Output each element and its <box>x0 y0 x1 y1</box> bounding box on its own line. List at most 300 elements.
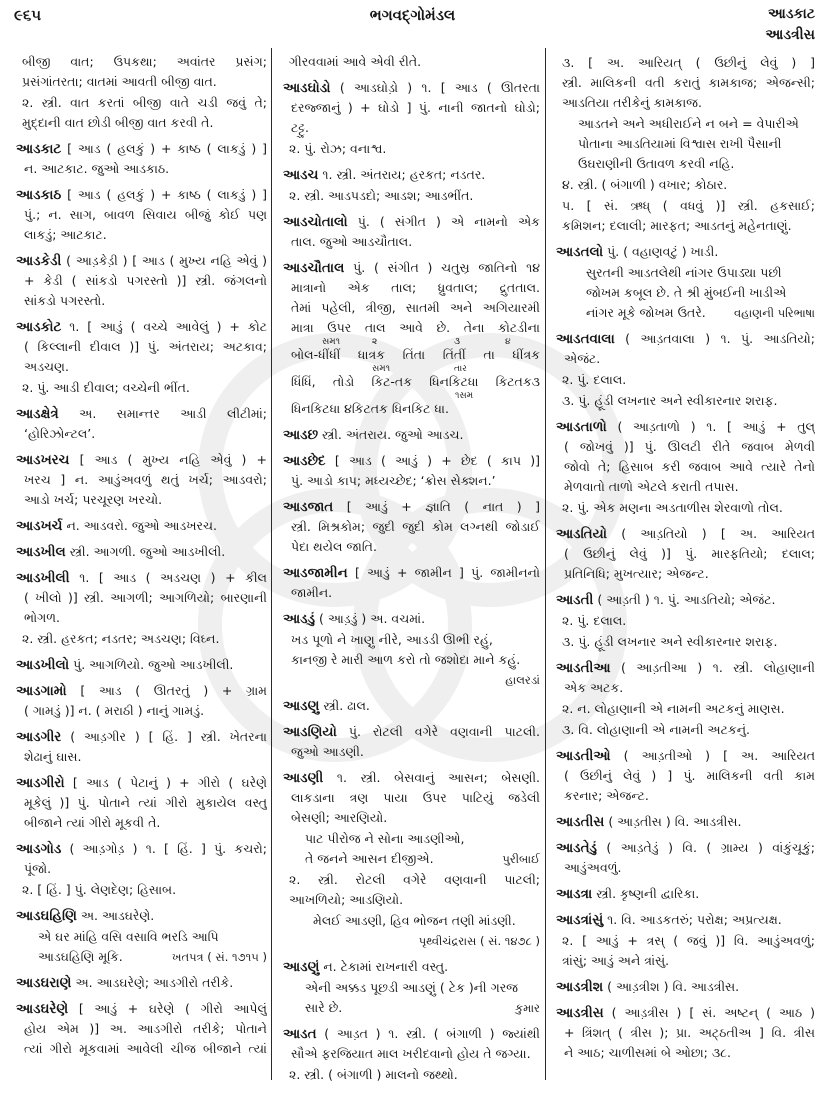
definition-text: પૂંજો. <box>24 861 52 876</box>
definition-text: જોખમ કબૂલ છે. તે શ્રી મુંબઈની ખાડીએ <box>586 285 787 300</box>
entry-line <box>283 78 540 98</box>
entry-line <box>562 498 815 518</box>
definition-text: ૨. ન. લોહાણાની એ નામની અટકનું માણસ. <box>562 701 785 716</box>
dictionary-entry <box>283 768 540 828</box>
entry-line <box>562 196 815 216</box>
headword: આડકાઠ <box>16 187 62 203</box>
line-text <box>291 374 540 389</box>
definition-text: ૧. વિ. આડકતરું; પરોક્ષ; અપ્રત્યક્ષ. <box>607 912 782 927</box>
definition-text: અ. આડઘરેણે; આડગીરો તરીકે. <box>75 975 234 990</box>
line-text <box>16 841 267 856</box>
line-text <box>24 273 267 288</box>
entry-line <box>556 437 815 457</box>
line-text <box>564 1025 815 1040</box>
dictionary-entry <box>556 884 815 904</box>
line-text <box>16 729 267 744</box>
entry-line <box>16 424 267 444</box>
definition-text: એજંટ. <box>564 351 601 366</box>
entry-sense <box>283 1065 540 1085</box>
entry-line <box>578 154 815 174</box>
definition-text: ૩. [ અ. આરિયત્ ( ઉછીનું લેવું ) ] <box>562 55 815 70</box>
line-text <box>24 426 95 441</box>
definition-text: ૨. [ આડું + ત્રસ્ ( જવું )] વિ. આડુંઅવળું; <box>562 933 815 948</box>
definition-text: સ્ત્રી. આગળી. જુઓ આડખીલી. <box>69 544 226 559</box>
dictionary-entry <box>16 450 267 510</box>
entry-line <box>586 283 815 303</box>
entry-line <box>38 927 267 947</box>
definition-text: ( આડ઼ત્રીશ ) વિ. આડત્રીસ. <box>607 979 740 994</box>
entry-line <box>289 52 540 72</box>
dictionary-entry <box>16 655 267 675</box>
entry-sense <box>556 632 815 652</box>
beat-marker: ૪ <box>505 337 511 347</box>
definition-text: આખળિયો; આડણિયો. <box>289 892 404 907</box>
line-text <box>556 886 699 901</box>
headword: આડડું <box>283 611 315 627</box>
headword: આડતી <box>556 592 594 608</box>
dictionary-entry <box>16 516 267 536</box>
entry-line <box>16 251 267 271</box>
entry-line <box>291 670 540 690</box>
entry-line <box>289 1065 540 1085</box>
dictionary-entry <box>16 139 267 179</box>
dictionary-entry <box>556 812 815 832</box>
definition-text: શેઢાનું ઘાસ. <box>24 749 82 764</box>
line-text <box>289 141 386 156</box>
definition-text: ૫. [ સં. ઋધ્ ( વધવું )] સ્ત્રી. હકસાઈ; <box>562 198 815 213</box>
line-text <box>556 592 776 607</box>
definition-text: સ્ત્રી. અંતરાય. જુઓ આડચ. <box>322 427 464 442</box>
line-text <box>564 439 815 454</box>
line-text <box>24 703 204 718</box>
citation-quote <box>283 630 540 690</box>
line-text <box>291 585 332 600</box>
definition-text: અ. આડઘરેણે. <box>80 908 155 923</box>
line-text <box>586 285 786 300</box>
headword: આડત <box>283 1026 317 1042</box>
line-text <box>305 998 342 1018</box>
line-text <box>24 610 60 625</box>
entry-line <box>283 1044 540 1064</box>
headword: આડઘહિણિ <box>16 908 77 924</box>
headword: આડણું <box>283 959 320 975</box>
definition-text: નાંગર મૂકે જોખમ ઉતરે. <box>586 305 706 320</box>
line-text <box>562 613 626 628</box>
citation-source: કુમાર <box>514 1001 540 1015</box>
column-divider <box>271 48 272 1080</box>
definition-text: સ્ત્રી. કૃષ્ણની દ્વારિકા. <box>596 886 700 901</box>
entry-line <box>556 786 815 806</box>
headword: આડઘરાણે <box>16 975 72 991</box>
definition-text: ૩. વિ. લોહાણાની એ નામની અટકનું. <box>562 722 750 737</box>
entry-line <box>22 72 267 92</box>
definition-text: પું.; ન. સાગ, બાવળ સિવાય બીજું કોઈ પણ <box>24 207 267 222</box>
definition-text: મૂકેલું )] પું. પોતાને ત્યાં ગીરો મુકાયેલ વસ્તુ <box>24 795 267 810</box>
dictionary-entry <box>556 590 815 610</box>
definition-text: ૪. સ્ત્રી. ( બંગાળી ) વખાર; કોઠાર. <box>562 177 728 192</box>
entry-line <box>16 568 267 588</box>
dictionary-entry <box>16 542 267 562</box>
headword: આડગામો <box>16 683 67 699</box>
entry-line <box>283 497 540 517</box>
entry-line <box>16 727 267 747</box>
definition-text: ૨. સ્ત્રી. હરકત; નડતર; અડચણ; વિઘ્ન. <box>22 631 220 646</box>
line-text <box>16 319 267 334</box>
definition-text: ૨. [ હિં. ] પું. લેણદેણ; હિસાબ. <box>22 882 177 897</box>
entry-line <box>313 911 540 931</box>
dictionary-entry <box>283 212 540 252</box>
dictionary-entry <box>556 910 815 930</box>
line-text <box>22 882 176 897</box>
definition-text: ત્યાં ગીરો મૂકવામાં આવેલી ચીજ બીજાને ત્યાં <box>24 1041 267 1056</box>
citation-quote <box>283 911 540 951</box>
line-text <box>564 479 739 494</box>
definition-text: ( આડ઼કેડ઼ી ) [ આડ ( મુખ્ય નહિ એવું ) <box>66 253 267 268</box>
definition-text: ૨. સ્ત્રી. ( બંગાળી ) માલનો જથ્થો. <box>289 1067 458 1082</box>
beat-marker: સમ૧ <box>372 364 391 374</box>
definition-text: ( ઉછીનું લેવું )] પું. મારફતિયો; દલાલ; <box>564 546 815 561</box>
definition-text: તાલ. જુઓ આડચૌતાલ. <box>291 234 413 249</box>
entry-line <box>38 947 267 967</box>
entry-sense <box>16 880 267 900</box>
definition-text: દરજ્જાનું ) + ઘોડો ] પું. નાની જાતનો ઘોડો; <box>291 100 540 115</box>
citation-source: પૃથ્વીચંદ્રરાસ ( સં. ૧૪૭૮ ) <box>418 934 540 948</box>
entry-line <box>16 317 267 337</box>
dictionary-entry <box>283 563 540 603</box>
line-text <box>22 380 190 395</box>
beat-marker: સમ૧ <box>322 337 341 347</box>
entry-line <box>283 165 540 185</box>
entry-line <box>283 258 540 278</box>
guide-word-last: આડત્રીસ <box>765 27 815 43</box>
entry-line <box>16 681 267 701</box>
definition-text: ૨. પું. આડી દીવાલ; વચ્ચેની ભીંત. <box>22 380 190 395</box>
definition-text: એ ઘર માંહિ વસિ વસાવિ ભરડિ આપિ <box>38 929 219 944</box>
line-text <box>291 632 493 647</box>
entry-sense <box>16 93 267 133</box>
line-text <box>289 872 540 887</box>
line-text <box>22 95 267 110</box>
definition-text: માત્રાનો એક તાલ; ધ્રુવતાલ; દ્રુતતાલ. <box>291 280 540 295</box>
line-text <box>289 54 421 69</box>
entry-line <box>283 696 540 716</box>
line-text <box>291 1046 531 1061</box>
line-text <box>16 975 233 990</box>
line-text <box>564 546 815 561</box>
definition-text: આડો ખર્ચ; પરચૂરણ ખરચો. <box>24 492 163 507</box>
definition-text: ૨. સ્ત્રી. રોટલી વગેરે વણવાની પાટલી; <box>289 872 540 887</box>
entry-line <box>283 768 540 788</box>
entry-line <box>16 1019 267 1039</box>
dictionary-entry <box>283 78 540 138</box>
entry-line <box>16 542 267 562</box>
citation-source: હાલરડાં <box>505 673 540 687</box>
dictionary-entry <box>556 524 815 584</box>
definition-text: ૩. પું. હૂંડી લખનાર અને સ્વીકારનાર શરાફ. <box>562 393 778 408</box>
line-text <box>24 472 267 487</box>
definition-text: બોલ-ધીંધીં ધાત્રક તિંતા તિંતીં તા ધીંત્રક <box>291 347 540 362</box>
entry-line <box>556 417 815 437</box>
entry-line <box>16 701 267 721</box>
definition-text: ૧. [ આડ ( અડચણ ) + કીલ <box>79 570 267 585</box>
line-text <box>578 136 781 151</box>
definition-text: ત્રાંસું; આડું અને ત્રાંસું. <box>562 953 670 968</box>
dictionary-entry <box>556 977 815 997</box>
definition-text: ખરચ ] ન. આડુંઅવળું થતું ખર્ચ; આડવરો; <box>24 472 267 487</box>
entry-line <box>556 544 815 564</box>
entry-line <box>556 477 815 497</box>
line-text <box>24 749 82 764</box>
entry-line <box>22 93 267 113</box>
line-text <box>562 218 792 233</box>
entry-line <box>283 278 540 298</box>
entry-line <box>283 212 540 232</box>
entry-line <box>562 720 815 740</box>
line-text <box>16 544 225 559</box>
entry-line <box>16 793 267 813</box>
headword: આડત્રાંસું <box>556 912 604 928</box>
definition-text: [ આડ ( ઊતરતું ) + ગ્રામ <box>80 683 267 698</box>
definition-text: પેદા થયેલ જાતિ. <box>291 539 377 554</box>
entry-line <box>556 884 815 904</box>
entry-line <box>562 951 815 971</box>
entry-line <box>283 517 540 537</box>
line-text <box>283 611 425 626</box>
headword: આડતલો <box>556 244 604 260</box>
definition-text: કાનજી રે મારી આળ કરો તો જશોદા માને કહું. <box>291 652 521 667</box>
definition-text: લાકડાના ત્રણ પાયા ઉપર પાટિયું જડેલી <box>291 790 540 805</box>
entry-line <box>16 205 267 225</box>
line-text <box>564 860 621 875</box>
entry-line <box>22 629 267 649</box>
dictionary-entry <box>283 165 540 185</box>
line-text <box>24 227 107 242</box>
definition-text: લાકડું; આટકાટ. <box>24 227 107 242</box>
definition-text: જુઓ આડણી. <box>291 744 364 759</box>
headword: આડતીસ <box>556 814 605 830</box>
line-text <box>291 347 540 362</box>
dictionary-entry <box>16 681 267 721</box>
line-text <box>283 260 540 275</box>
definition-text: [ આડ ( હલકું ) + કાષ્ઠ ( લાકડું ) ] <box>67 141 267 156</box>
definition-text: અડચણ. <box>24 359 69 374</box>
dictionary-entry <box>283 497 540 557</box>
line-text <box>556 660 815 675</box>
entry-line <box>291 630 540 650</box>
guide-words <box>766 4 815 46</box>
line-text <box>564 788 649 803</box>
dictionary-entry <box>16 251 267 311</box>
line-text <box>283 80 540 95</box>
line-text <box>564 459 815 474</box>
line-text <box>289 1067 458 1082</box>
dictionary-entry <box>283 722 540 762</box>
guide-word-first: આડકાટ <box>768 6 815 22</box>
entry-sense <box>283 139 540 159</box>
definition-text: ૨. સ્ત્રી. વાત કરતાં બીજી વાતે ચડી જવું તે; <box>22 95 267 110</box>
entry-line <box>16 773 267 793</box>
definition-text: સૌએ ફરજિયાત માલ ખરીદવાનો હોય તે જગ્યા. <box>291 1046 531 1061</box>
entry-line <box>556 812 815 832</box>
entry-line <box>556 977 815 997</box>
entry-line <box>16 973 267 993</box>
headword: આડકાટ <box>16 141 62 157</box>
headword: આડચૌતાલ <box>283 260 345 276</box>
headword: આડગોડ <box>16 841 62 857</box>
definition-text: મેળવાતો તાળો એટલે કરાતી તપાસ. <box>564 479 739 494</box>
entry-line <box>556 766 815 786</box>
definition-text: [ આડ ( હલકું ) + કાષ્ઠ ( લાકડું ) ] <box>67 187 267 202</box>
definition-text: ૧. સ્ત્રી. બેસવાનું આસન; બેસણી. <box>336 770 540 785</box>
entry-line <box>289 186 540 206</box>
entry-line <box>556 1023 815 1043</box>
entry-line <box>283 537 540 557</box>
dictionary-entry <box>16 317 267 377</box>
entry-line <box>283 118 540 138</box>
entry-line <box>562 611 815 631</box>
line-text <box>16 187 267 202</box>
line-text <box>562 722 750 737</box>
line-text <box>291 473 496 488</box>
entry-line <box>16 516 267 536</box>
line-text <box>556 244 718 259</box>
line-text <box>283 214 540 229</box>
entry-line <box>289 870 540 890</box>
definition-text: બીજાને ત્યાં ગીરો મૂકવી તે. <box>24 815 161 830</box>
entry-line <box>556 1003 815 1023</box>
entry-sense <box>556 699 815 719</box>
line-text <box>16 775 267 790</box>
dictionary-entry <box>556 746 815 806</box>
definition-text: ૨. પું. દલાલ. <box>562 372 627 387</box>
definition-text: સ્ત્રી. માલિકની વતી કરાતું કામકાજ; એજન્સી; <box>562 75 815 90</box>
dictionary-entry <box>283 957 540 977</box>
line-text <box>22 74 217 89</box>
entry-line <box>283 563 540 583</box>
headword: આડણિયો <box>283 724 337 740</box>
line-text <box>291 300 540 315</box>
entry-line <box>556 746 815 766</box>
line-text <box>562 372 626 387</box>
entry-line <box>16 357 267 377</box>
definition-text: ને આઠ; ચાળીસમાં બે ઓછા; ૩૮. <box>564 1045 732 1060</box>
line-text <box>556 814 741 829</box>
definition-text: સ્ત્રી. ઢાલ. <box>323 698 370 713</box>
dictionary-entry <box>16 906 267 926</box>
entry-sense <box>556 611 815 631</box>
entry-line <box>16 139 267 159</box>
definition-text: હોય એમ )] અ. આડગીરો તરીકે; પોતાને <box>24 1021 267 1036</box>
line-text <box>578 156 734 171</box>
definition-text: ( આડ઼તીઆ ) ૧. સ્ત્રી. લોહાણાની <box>621 660 815 675</box>
entry-line <box>16 291 267 311</box>
dictionary-entry <box>283 425 540 445</box>
line-text <box>16 683 267 698</box>
headword: આડતીઆ <box>556 660 611 676</box>
line-text <box>291 539 377 554</box>
dictionary-entry <box>16 404 267 444</box>
line-text <box>283 724 540 739</box>
dictionary-entry <box>16 839 267 879</box>
definition-text: ન. આડવરો. જુઓ આડખરચ. <box>66 518 217 533</box>
entry-sense <box>16 378 267 398</box>
dictionary-entry <box>556 838 815 878</box>
entry-sense <box>556 53 815 113</box>
line-text <box>291 280 540 295</box>
entry-line <box>562 931 815 951</box>
line-text <box>562 701 785 716</box>
headword: આડજામીન <box>283 565 348 581</box>
line-text <box>562 75 815 90</box>
line-text <box>562 198 815 213</box>
definition-text: ( જોખવું )] પું. ઊલટી રીતે જવાબ મેળવી <box>564 439 815 454</box>
dictionary-entry <box>556 329 815 369</box>
headword: આડણી <box>283 770 324 786</box>
definition-text: + ત્રિંશત્ ( ત્રીસ ); પ્રા. અટ્ઠતીઅ ] વિ. ત્રીસ <box>564 1025 815 1040</box>
entry-line <box>16 1039 267 1059</box>
entry-line <box>16 588 267 608</box>
entry-line <box>556 590 815 610</box>
entry-line <box>562 699 815 719</box>
entry-line <box>16 906 267 926</box>
headword: આડતવાલા <box>556 331 615 347</box>
definition-text: પાટ પીરોજ ને સોના આડણીઓ, <box>305 831 465 846</box>
dictionary-entry <box>16 773 267 833</box>
line-text <box>24 861 51 876</box>
entry-line <box>16 225 267 245</box>
definition-text: ( આડ઼ડું ) અ. વચમાં. <box>318 611 426 626</box>
entry-line <box>283 318 540 338</box>
headword: આડતેડું <box>556 840 597 856</box>
headword: આડઘરેણે <box>16 1001 69 1017</box>
definition-text: સારે છે. <box>305 1000 343 1015</box>
line-text <box>283 453 540 468</box>
line-text <box>283 1026 540 1041</box>
entry-line <box>562 216 815 236</box>
entry-line <box>562 391 815 411</box>
entry-line <box>283 808 540 828</box>
dictionary-entry <box>283 451 540 491</box>
definition-text: બીજી વાત; ઉપકથા; અવાંતર પ્રસંગ; <box>22 54 267 69</box>
page-title: ભગવદ્ગોમંડલ <box>369 6 456 24</box>
continued-text <box>16 52 267 92</box>
continued-text <box>283 52 540 72</box>
entry-line <box>562 53 815 73</box>
definition-text: આડતને અને અધીરાઈને ન બને = વેપારીએ <box>578 116 799 131</box>
entry-line <box>313 931 540 951</box>
definition-text: માત્રા ઉપર તાલ આવે છે. તેના કોટડીના <box>291 320 540 335</box>
entry-line <box>283 609 540 629</box>
entry-line <box>578 134 815 154</box>
definition-text: કમિશન; દલાલી; મારફત; આડતનું મહેનતાણું. <box>562 218 792 233</box>
entry-line <box>283 1024 540 1044</box>
definition-text: પું. ( વહાણવટું ) ખાડી. <box>607 244 719 259</box>
definition-text: ‘હોરિઝોન્ટલ’. <box>24 426 96 441</box>
headword: આડણુ <box>283 698 320 714</box>
entry-line <box>283 742 540 762</box>
entry-line <box>305 978 540 998</box>
definition-text: [ આડું + જ્ઞાતિ ( નાત ) ] <box>346 499 540 514</box>
definition-text: એની અક્કડ પૂછડી આડણું ( ટેક )ની ગરજ <box>305 980 518 995</box>
entry-line <box>305 849 540 869</box>
line-text <box>556 1005 815 1020</box>
definition-text: ભોગળ. <box>24 610 60 625</box>
headword: આડતાળો <box>556 419 607 435</box>
definition-text: ખડ પૂળો ને ખાણુ નીરે, આડડી ઊભી રહું, <box>291 632 493 647</box>
line-text <box>562 953 669 968</box>
line-text <box>564 566 709 581</box>
entry-line <box>586 263 815 283</box>
